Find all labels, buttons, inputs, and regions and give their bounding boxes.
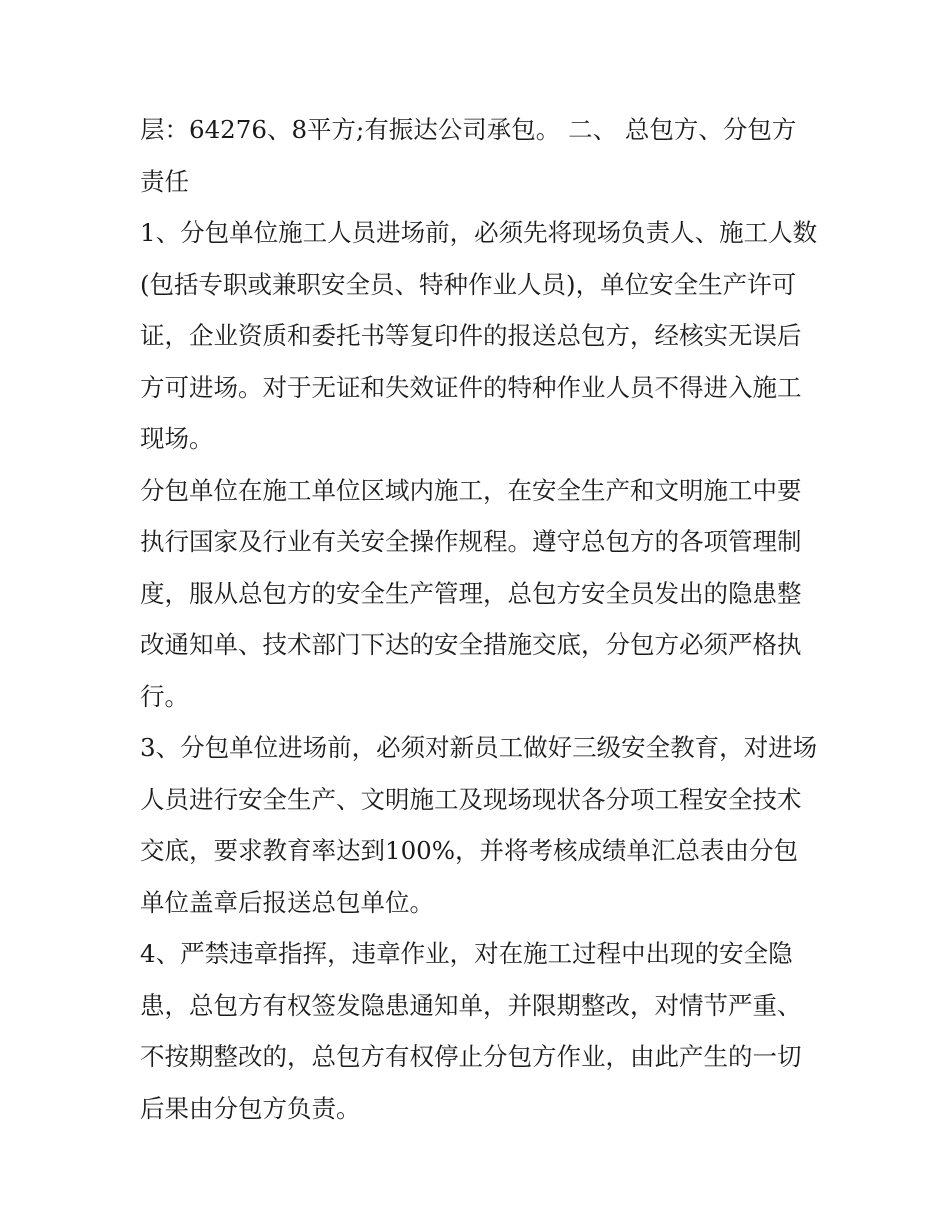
- paragraph-item-1: 1、分包单位施工人员进场前，必须先将现场负责人、施工人数(包括专职或兼职安全员、特种作业人员)，单位安全生产许可证，企业资质和委托书等复印件的报送总包方，经核实无误后方可进场。对于无证和失效证件的特种作业人员不得进入施工现场。: [140, 218, 818, 453]
- paragraph-item-4: 4、严禁违章指挥，违章作业，对在施工过程中出现的安全隐患，总包方有权签发隐患通知单，并限期整改，对情节严重、不按期整改的，总包方有权停止分包方作业，由此产生的一切后果由分包方负责。: [140, 939, 802, 1123]
- document-body: [140, 104, 820, 1134]
- paragraph-item-2: 分包单位在施工单位区域内施工，在安全生产和文明施工中要执行国家及行业有关安全操作规程。遵守总包方的各项管理制度，服从总包方的安全生产管理，总包方安全员发出的隐患整改通知单、技术部门下达的安全措施交底，分包方必须严格执行。: [140, 475, 802, 711]
- paragraph-item-3: 3、分包单位进场前，必须对新员工做好三级安全教育，对进场人员进行安全生产、文明施工及现场现状各分项工程安全技术交底，要求教育率达到100%，并将考核成绩单汇总表由分包单位盖章后报送总包单位。: [140, 733, 818, 917]
- paragraph-area-and-section-heading: 层：64276、8平方;有振达公司承包。 二、 总包方、分包方责任: [140, 115, 797, 196]
